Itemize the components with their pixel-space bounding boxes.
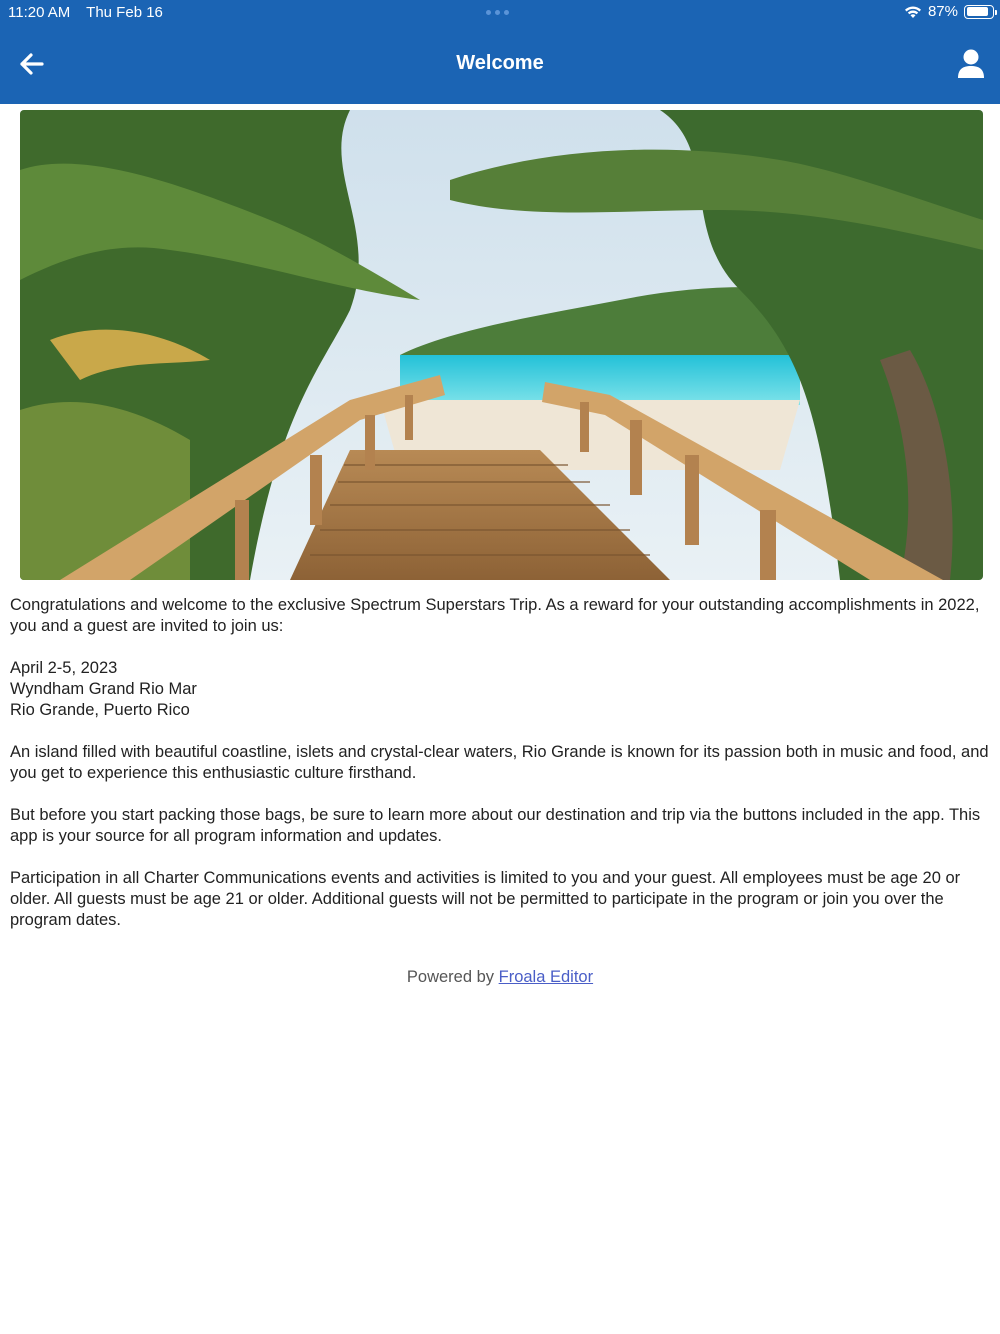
status-date: Thu Feb 16 [86,4,163,21]
welcome-content [10,595,992,952]
froala-editor-link[interactable]: Froala Editor [498,968,594,986]
page-title: Welcome [456,52,544,74]
powered-by-footer [0,968,1000,987]
island-paragraph: An island filled with beautiful coastline, islets and crystal-clear waters, Rio Grande is known for its passion both in music and food, and you get to experience this enthusiastic culture firsthand. [10,743,989,782]
status-bar-right [904,3,994,20]
battery-percent: 87% [927,3,958,20]
participation-paragraph: Participation in all Charter Communications events and activities is limited to you and your guest. All employees must be age 20 or older. All guests must be age 21 or older. Additional guests will not be permitted to participate in the program or join you over the program dates. [10,869,961,929]
intro-paragraph: Congratulations and welcome to the exclusive Spectrum Superstars Trip. As a reward for your outstanding accomplishments in 2022, you and a guest are invited to join us: [10,596,980,635]
multitasking-dots-icon[interactable] [486,10,509,15]
hero-image [20,110,983,580]
powered-by-label: Powered by [406,968,495,986]
event-details [10,658,992,721]
battery-icon [964,5,994,19]
profile-button[interactable] [956,48,986,80]
event-location: Rio Grande, Puerto Rico [10,701,190,719]
app-header [0,0,1000,104]
user-icon [956,48,986,80]
event-venue: Wyndham Grand Rio Mar [10,680,197,698]
status-time: 11:20 AM [8,4,71,21]
packing-paragraph: But before you start packing those bags, be sure to learn more about our destination and trip via the buttons included in the app. This app is your source for all program information and updates. [10,806,981,845]
wifi-icon [904,5,922,19]
status-bar-time [8,4,175,21]
beach-boardwalk-image [20,110,983,580]
event-dates: April 2-5, 2023 [10,659,118,677]
